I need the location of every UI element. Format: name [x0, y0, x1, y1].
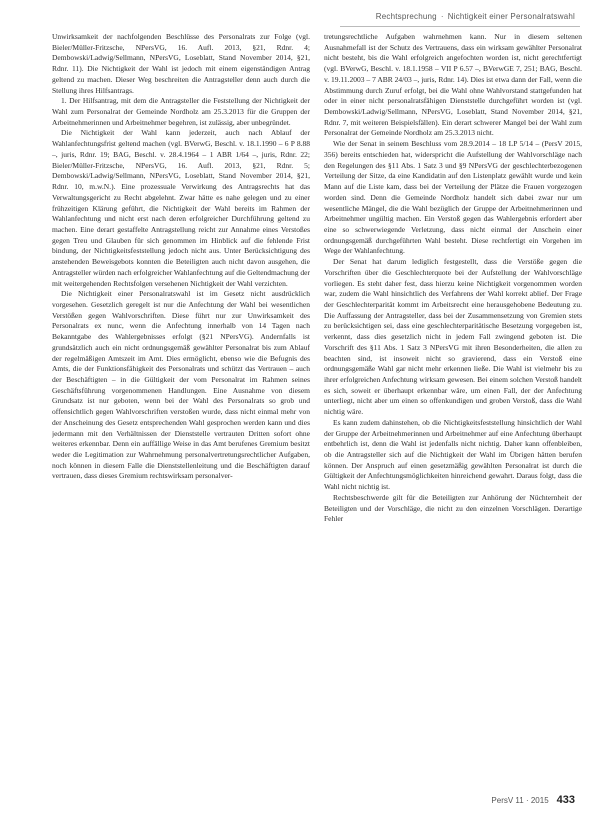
paragraph: Die Nichtigkeit der Wahl kann jederzeit, auch nach Ablauf der Wahlanfechtungsfrist geltend machen (vgl. BVerwG, Beschl. v. 18.1.1990 – 6 P 8.88 –, juris, Rdnr. 19; BAG, Beschl. v. 28.4.1964 – 1 ABR 1/64 –, juris, Rdnr. 22; Bieler/Müller-Fritzsche, NPersVG, 16. Aufl. 2013, §21, Rdnr. 5; Dembowski/Ladwig/Sellmann, NPersVG, Loseblatt, Stand November 2014, §21, Rdnr. 10, m.w.N.). Eine prozessuale Verwirkung des Antragsrechts hat das Verwaltungsgericht zu Recht abgelehnt. Zwar hätte es nahe gelegen und zu einer frühzeitigen Klärung geführt, die Nichtigkeit der Wahl bereits im Rahmen der Wahlanfechtung und nicht erst nach deren erfolgreicher Durchführung geltend zu machen. Eine derart gestaffelte Antragstellung reicht zur Annahme eines Verstoßes gegen Treu und Glauben für sich genommen im Hinblick auf die fehlende Frist bindung, der Nichtigkeitsfeststellung jedoch nicht aus. Unter Berücksichtigung des anstehenden Beweisgebots konnten die Beteiligten auch nicht davon ausgehen, die Antragsteller würden nach erfolgreicher Wahlanfechtung auf die Geltendmachung der mit weitergehenden Rechtsfolgen versehenen Nichtigkeit der Wahl verzichten. — [52, 128, 310, 288]
paragraph: Es kann zudem dahinstehen, ob die Nichtigkeitsfeststellung hinsichtlich der Wahl der Gruppe der Arbeitnehmerinnen und Arbeitnehmer auf eine Anfechtung überhaupt entbehrlich ist, denn die Wahl ist jedenfalls nicht nichtig. Daher kann offenbleiben, ob die Antragsteller sich auf die Nichtigkeit der Wahl im Übrigen hätten berufen können. Der Anspruch auf einen gesetzmäßig gewählten Personalrat ist durch die Gültigkeit der Anfechtungsmöglichkeiten hinreichend gewahrt. Daraus folgt, dass die Wahl nicht nichtig ist. — [324, 417, 582, 492]
page-footer — [491, 794, 575, 806]
journal-issue: PersV 11 · 2015 — [491, 796, 549, 805]
paragraph: Der Senat hat darum lediglich festgestellt, dass die Verstöße gegen die Vorschriften über die Geschlechterquote bei der Aufstellung der Wahlvorschläge vorliegen. Es steht daher fest, dass hierzu keine Nichtigkeit vorgenommen worden war, zudem die Wahl hinsichtlich des Verfahrens der Wahl korrekt ablief. Der Frage der Geschlechterparität kommt im Arbeitsrecht eine herausgehobene Bedeutung zu. Die Auffassung der Antragsteller, dass bei der Zusammensetzung von Gremien stets zu berücksichtigen sei, dass eine geschlechterparitätische Besetzung vorgegeben ist, verkennt, dass dies gesetzlich nicht in jedem Fall zwingend geboten ist. Die Vorschrift des §11 Abs. 1 Satz 3 NPersVG mit ihren Besonderheiten, die allen zu beachten sind, ist insoweit nicht so gravierend, dass ein Verstoß eine ordnungsgemäße Wahl gar nicht mehr erkennen ließe. Die Wahl ist vielmehr bis zu ihrer erfolgreichen Anfechtung wirksam gewesen. Bei einem solchen Verstoß handelt es sich, soweit er überhaupt erkennbar wäre, um einen Fall, der der Anfechtung unterliegt, nicht aber um einen so offenkundigen und groben Verstoß, dass die Wahl nichtig wäre. — [324, 257, 582, 417]
header-section: Rechtsprechung — [375, 12, 437, 21]
page-number: 433 — [556, 794, 575, 806]
header-separator: · — [440, 12, 444, 21]
paragraph: tretungsrechtliche Aufgaben wahrnehmen kann. Nur in diesem seltenen Ausnahmefall ist der Schutz des Vertrauens, dass ein wirksam gewählter Personalrat nicht besteht, bis die Wahl erfolgreich angefochten worden ist, nicht gerechtfertigt (vgl. BVerwG, Beschl. v. 18.1.1958 – VII P 6.57 –, BVerwGE 7, 251; BAG, Beschl. v. 19.11.2003 – 7 ABR 24/03 –, juris, Rdnr. 14). Dies ist etwa dann der Fall, wenn die Abstimmung durch Zuruf erfolgt, bei die Wahl ohne Wahlvorstand stattgefunden hat oder in einer nicht personalratsfähigen Dienststelle durchgeführt worden ist (vgl. Dembowski/Ladwig/Sellmann, NPersVG, Loseblatt, Stand November 2014, §21, Rdnr. 7, mit weiteren Beispielsfällen). Ein derart schwerer Mangel bei der Wahl zum Personalrat der Gemeinde Nordholz am 25.3.2013 nicht. — [324, 32, 582, 138]
paragraph: Unwirksamkeit der nachfolgenden Beschlüsse des Personalrats zur Folge (vgl. Bieler/Müller-Fritzsche, NPersVG, 16. Aufl. 2013, §21, Rdnr. 4; Dembowski/Ladwig/Sellmann, NPersVG, Loseblatt, Stand November 2014, §21, Rdnr. 11). Die Nichtigkeit der Wahl ist jedoch mit einem eigenständigen Antrag geltend zu machen. Dieser Weg beschreiten die Antragsteller denn auch durch die Stellung ihres Hilfsantrags. — [52, 32, 310, 95]
header-topic: Nichtigkeit einer Personalratswahl — [447, 12, 575, 21]
paragraph: Die Nichtigkeit einer Personalratswahl ist im Gesetz nicht ausdrücklich vorgesehen. Gesetzlich geregelt ist nur die Anfechtung der Wahl bei wesentlichen Verstößen gegen Wahlvorschriften. Diese führt nur zur Unwirksamkeit des Personalrats ex nunc, wenn die Anfechtung innerhalb von 14 Tagen nach Bekanntgabe des Wahlergebnisses erfolgt (§21 NPersVG). Andernfalls ist grundsätzlich auch ein nicht ordnungsgemäß gewählter Personalrat bis zum Ablauf der regelmäßigen Amtszeit im Amt. Dies ermöglicht, ebenso wie die Befugnis des Amts, die der Funktionsfähigkeit des Personalrats und schützt das Vertrauen – auch der Beschäftigten – in die Gültigkeit der vom Personalrat im Rahmen seines Geschäftsführung vorgenommenen Handlungen. Eine Ausnahme von diesem Grundsatz ist nur geboten, wenn bei der Wahl des Personalrats so grob und offensichtlich gegen Wahlvorschriften verstoßen wurde, dass nicht einmal mehr von der Anscheinung des Gesetz entsprechenden Wahl gesprochen werden kann und dies jedermann mit den Verhältnissen der Dienststelle vertrauten Dritten sofort ohne weiteres erkennbar. Denn ein auffällige Weise in das Amt berufenes Gremium besitzt weder die Legitimation zur Wahrnehmung personalvertretungsrechtlicher Aufgaben, noch können in diesem Falle die Dienststellenleitung und die Beschäftigten darauf vertrauen, dass dieses Gremium rechtswirksam personalver- — [52, 289, 310, 481]
paragraph: Rechtsbeschwerde gilt für die Beteiligten zur Anhörung der Nüchternheit der Beteiligten und der Vorschläge, die nicht zu den einzelnen Vorschlägen. Derartige Fehler — [324, 492, 582, 524]
header-rule — [340, 26, 580, 27]
running-header — [376, 12, 575, 21]
right-column — [324, 32, 582, 777]
paragraph: 1. Der Hilfsantrag, mit dem die Antragsteller die Feststellung der Nichtigkeit der Wahl zum Personalrat der Gemeinde Nordholz am 25.3.2013 für die Gruppen der Arbeitnehmerinnen und Arbeitnehmer begehren, ist zulässig, aber unbegründet. — [52, 96, 310, 127]
article-body — [52, 32, 582, 777]
left-column — [52, 32, 310, 777]
paragraph: Wie der Senat in seinem Beschluss vom 28.9.2014 – 18 LP 5/14 – (PersV 2015, 356) bereits entschieden hat, widerspricht die Aufstellung der Wahlvorschläge nach den Regelungen des §11 Abs. 1 Satz 3 und §9 NPersVG der geschlechterbezogenen Verteilung der Sitze, da eine Kandidatin auf den Listenplatz gewählt wurde und kein Mann auf die Liste kam, dass bei der Verteilung der Plätze die Frauen vorgezogen worden sind. Denn die Gemeinde Nordholz handelt sich dabei zwar nur um wesentliche Mängel, die die Wahl bezüglich der Gruppe der Arbeitnehmerinnen und Arbeitnehmer ungültig machen. Ein Verstoß gegen das Wahlergebnis erfordert aber eine so schwerwiegende Verletzung, dass nicht einmal der Anschein einer ordnungsgemäß durchgeführten Wahl besteht. Diese rechtfertigt ein Vorgehen im Wege der Wahlanfechtung. — [324, 139, 582, 256]
